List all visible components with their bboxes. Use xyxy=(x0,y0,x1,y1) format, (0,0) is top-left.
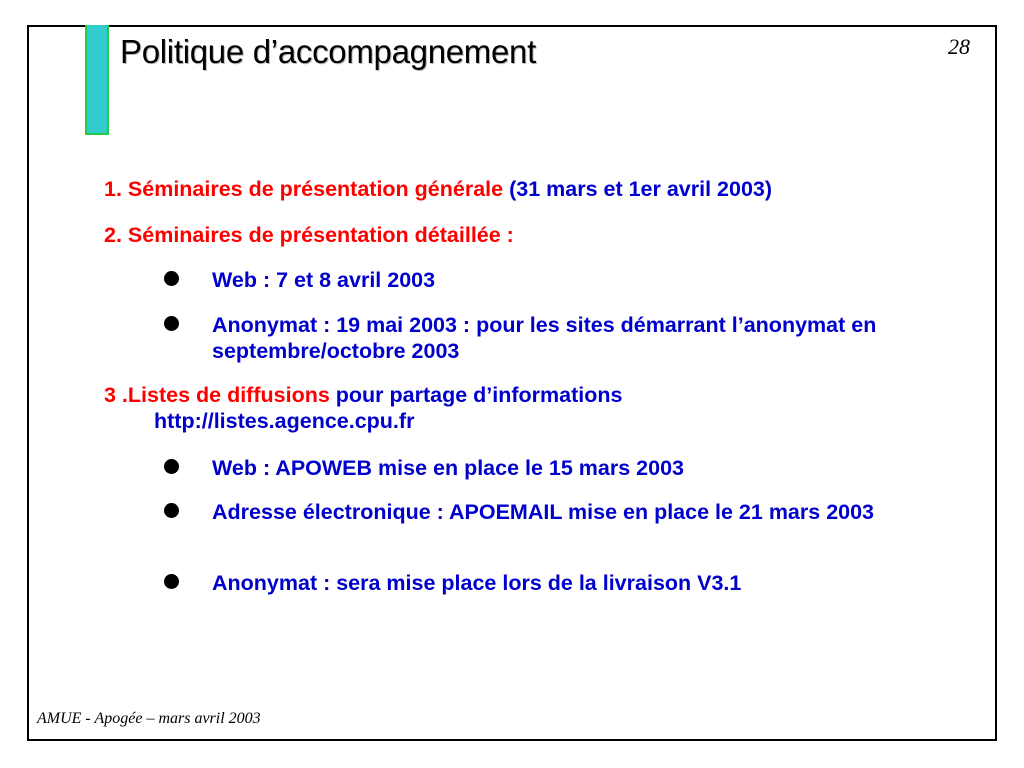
item-2 xyxy=(104,222,514,248)
bullet-icon xyxy=(164,316,179,331)
bullet-text: Web : 7 et 8 avril 2003 xyxy=(212,268,436,292)
bullet-icon xyxy=(164,574,179,589)
item-1 xyxy=(104,176,772,202)
item-3 xyxy=(104,382,984,434)
mailing-list-url: http://listes.agence.cpu.fr xyxy=(154,409,415,433)
item-1-label: 1. Séminaires de présentation générale xyxy=(104,177,504,201)
bullet-text: Anonymat : sera mise place lors de la livraison V3.1 xyxy=(212,571,742,595)
item-3-label: 3 .Listes de diffusions xyxy=(104,383,330,407)
bullet-icon xyxy=(164,271,179,286)
bullet-text: Web : APOWEB mise en place le 15 mars 2003 xyxy=(212,456,685,480)
bullet-text: Anonymat : 19 mai 2003 : pour les sites démarrant l’anonymat en septembre/octobre 2003 xyxy=(212,313,877,363)
bullet-icon xyxy=(164,503,179,518)
item-1-detail: (31 mars et 1er avril 2003) xyxy=(503,177,773,201)
page-number: 28 xyxy=(948,34,970,59)
item-3-detail: pour partage d’informations xyxy=(329,383,623,407)
bullet-icon xyxy=(164,459,179,474)
item-2-label: 2. Séminaires de présentation détaillée : xyxy=(104,223,514,247)
title-accent-bar xyxy=(85,25,109,135)
slide-title: Politique d’accompagnement xyxy=(120,33,536,70)
bullet-text: Adresse électronique : APOEMAIL mise en place le 21 mars 2003 xyxy=(212,500,875,524)
slide-footer: AMUE - Apogée – mars avril 2003 xyxy=(37,710,261,727)
